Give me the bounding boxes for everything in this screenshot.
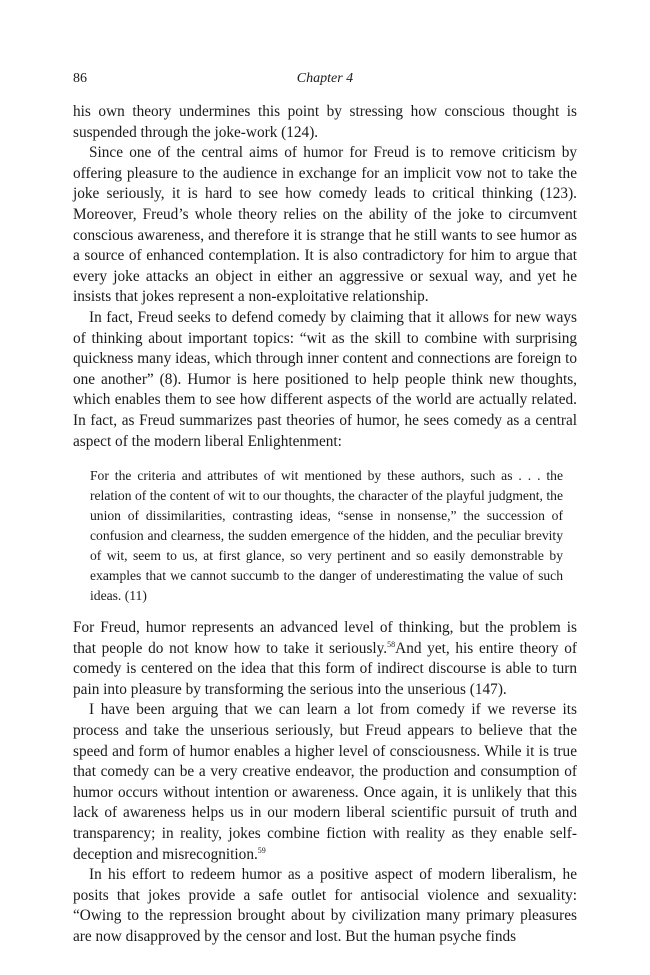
footnote-marker-59[interactable]: 59 <box>257 845 266 855</box>
footnote-marker-58[interactable]: 58 <box>387 639 396 649</box>
running-head: Chapter 4 <box>296 71 354 86</box>
paragraph-awareness-text: I have been arguing that we can learn a lot from comedy if we reverse its process and take the unserious seriously, but Freud appears to believe that the speed and form of humor enables a higher level of consciousness. While it is true that comedy can be a very creative endeavor, the production and consumption of humor occurs without intention or awareness. Once again, it is unlikely that this lack of awareness helps us in our modern liberal scientific pursuit of truth and transparency; in reality, jokes combine fiction with reality as they enable self-deception and misrecognition. <box>73 701 577 863</box>
paragraph-after-quote <box>73 618 577 700</box>
page-number: 86 <box>73 71 87 86</box>
paragraph-continued: his own theory undermines this point by stressing how conscious thought is suspended through the joke-work (124). <box>73 103 577 141</box>
paragraph-after-quote-part1: For Freud, humor represents an advanced level of thinking, but the problem is that people do not know how to take it seriously. <box>73 619 577 657</box>
paragraph-freud-criticism: Since one of the central aims of humor for Freud is to remove criticism by offering pleasure to the audience in exchange for an implicit vow not to take the joke seriously, it is hard to see how comedy leads to critical thinking (123). Moreover, Freud’s whole theory relies on the ability of the joke to circumvent conscious awareness, and therefore it is strange that he still wants to see humor as a source of enhanced contemplation. It is also contradictory for him to argue that every joke attacks an object in either an aggressive or sexual way, and yet he insists that jokes represent a non-exploitative relationship. <box>73 144 577 306</box>
paragraph-awareness <box>73 700 577 865</box>
paragraph-redeem-humor: In his effort to redeem humor as a positive aspect of modern liberalism, he posits that jokes provide a safe outlet for antisocial violence and sexuality: “Owing to the repression brought about by civilization many primary pleasures are now disapproved by the censor and lost. But the human psyche finds <box>73 866 577 945</box>
paragraph-after-quote-part2: And yet, his entire theory of comedy is centered on the idea that this form of indirect discourse is able to turn pain into pleasure by transforming the serious into the unserious (147). <box>73 639 577 698</box>
paragraph-new-ways-of-thinking: In fact, Freud seeks to defend comedy by claiming that it allows for new ways of thinking about important topics: “wit as the skill to combine with surprising quickness many ideas, which through inner content and connections are foreign to one another” (8). Humor is here positioned to help people think new thoughts, which enables them to see how different aspects of the world are actually related. In fact, as Freud summarizes past theories of humor, he sees comedy as a central aspect of the modern liberal Enlightenment: <box>73 308 577 450</box>
block-quote: For the criteria and attributes of wit mentioned by these authors, such as . . . the relation of the content of wit to our thoughts, the character of the playful judgment, the union of dissimilarities, contrasting ideas, “sense in nonsense,” the succession of confusion and clearness, the sudden emergence of the hidden, and the peculiar brevity of wit, seem to us, at first glance, so very pertinent and so easily demonstrable by examples that we cannot succumb to the danger of underestimating the value of such ideas. (11) <box>90 468 563 604</box>
body-text <box>73 102 577 948</box>
page-header <box>73 71 577 89</box>
